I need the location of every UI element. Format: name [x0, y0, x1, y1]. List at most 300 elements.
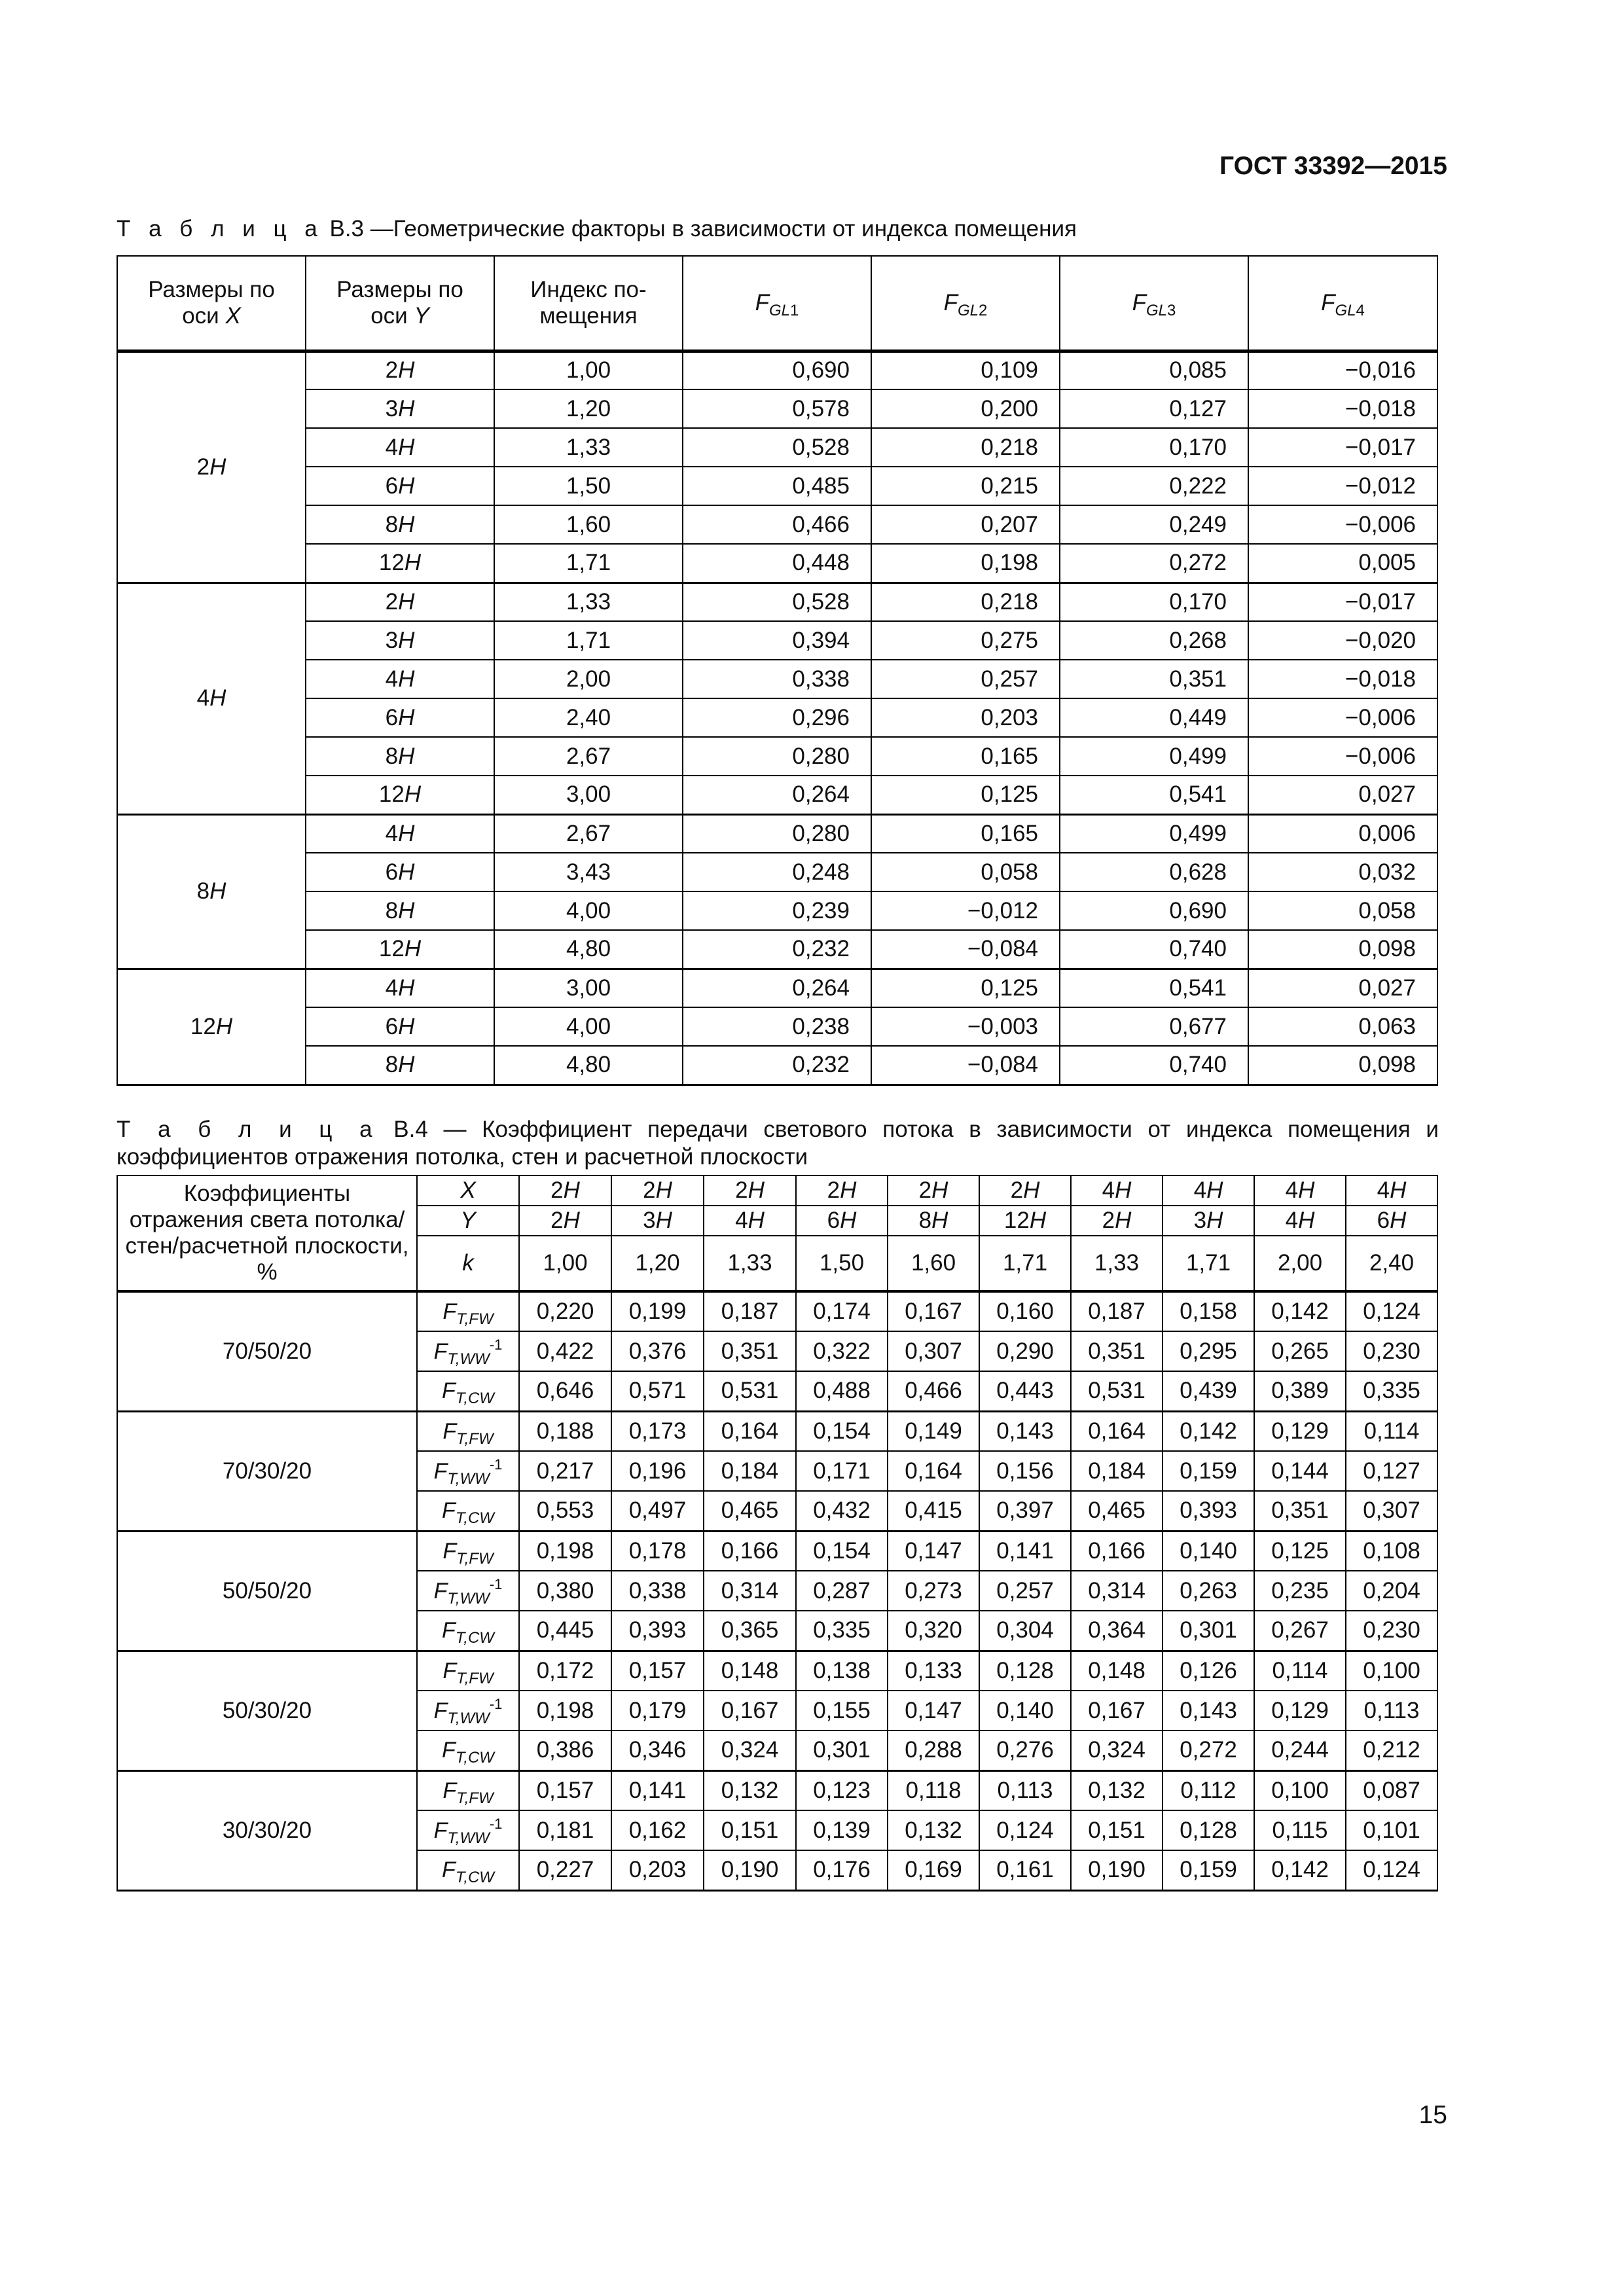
value-cell: 0,415: [888, 1491, 979, 1531]
value-cell: 0,140: [1163, 1531, 1254, 1571]
corner-header: Коэффициенты отражения света потолка/стен/расчетной плоскости, %: [117, 1175, 417, 1291]
value-cell: 0,164: [704, 1411, 796, 1451]
value-cell: 0,133: [888, 1651, 979, 1691]
value-cell: 0,176: [796, 1850, 888, 1890]
value-cell: 0,141: [611, 1770, 704, 1810]
caption-label: Т а б л и ц а: [117, 216, 323, 242]
value-cell: 0,144: [1254, 1451, 1346, 1491]
room-index-cell: 2,40: [494, 698, 683, 737]
fgl4-cell: −0,017: [1248, 428, 1437, 467]
value-cell: 0,164: [1071, 1411, 1163, 1451]
value-cell: 0,290: [979, 1331, 1071, 1371]
value-cell: 0,142: [1254, 1850, 1346, 1890]
value-cell: 0,439: [1163, 1371, 1254, 1411]
value-cell: 0,301: [1163, 1611, 1254, 1651]
size-y-cell: 2H: [306, 351, 494, 389]
fgl4-cell: 0,098: [1248, 1046, 1437, 1085]
value-cell: 0,113: [1346, 1691, 1437, 1731]
fgl3-cell: 0,127: [1060, 389, 1248, 428]
y-value: 2H: [519, 1206, 611, 1236]
value-cell: 0,244: [1254, 1731, 1346, 1770]
fgl1-cell: 0,578: [683, 389, 871, 428]
value-cell: 0,143: [979, 1411, 1071, 1451]
value-cell: 0,376: [611, 1331, 704, 1371]
value-cell: 0,393: [1163, 1491, 1254, 1531]
value-cell: 0,397: [979, 1491, 1071, 1531]
value-cell: 0,123: [796, 1770, 888, 1810]
value-cell: 0,143: [1163, 1691, 1254, 1731]
value-cell: 0,335: [1346, 1371, 1437, 1411]
col-header-size-y: Размеры по оси Y: [306, 256, 494, 351]
k-value: 1,20: [611, 1236, 704, 1291]
fgl2-cell: 0,257: [871, 660, 1060, 698]
value-cell: 0,157: [519, 1770, 611, 1810]
value-cell: 0,157: [611, 1651, 704, 1691]
value-cell: 0,187: [1071, 1291, 1163, 1331]
value-cell: 0,422: [519, 1331, 611, 1371]
col-header-fgl4: $F_{GL4}$: [1248, 256, 1437, 351]
size-y-cell: 2H: [306, 583, 494, 621]
fgl4-cell: 0,005: [1248, 544, 1437, 583]
value-cell: 0,147: [888, 1531, 979, 1571]
value-cell: 0,287: [796, 1571, 888, 1611]
room-index-cell: 1,60: [494, 505, 683, 544]
value-cell: 0,320: [888, 1611, 979, 1651]
value-cell: 0,304: [979, 1611, 1071, 1651]
value-cell: 0,338: [611, 1571, 704, 1611]
fgl4-cell: −0,016: [1248, 351, 1437, 389]
table-b4-caption: [117, 1116, 1439, 1171]
size-y-cell: 8H: [306, 505, 494, 544]
fgl1-cell: 0,394: [683, 621, 871, 660]
value-cell: 0,174: [796, 1291, 888, 1331]
size-y-cell: 6H: [306, 698, 494, 737]
fgl3-cell: 0,740: [1060, 1046, 1248, 1085]
fgl2-cell: 0,165: [871, 814, 1060, 853]
room-index-cell: 2,00: [494, 660, 683, 698]
fgl2-cell: 0,215: [871, 467, 1060, 505]
fgl2-cell: 0,218: [871, 428, 1060, 467]
room-index-cell: 4,80: [494, 930, 683, 969]
value-cell: 0,114: [1346, 1411, 1437, 1451]
fgl4-cell: −0,018: [1248, 389, 1437, 428]
fgl4-cell: −0,018: [1248, 660, 1437, 698]
fgl2-cell: −0,084: [871, 1046, 1060, 1085]
table-row: [117, 1651, 1437, 1691]
value-cell: 0,351: [704, 1331, 796, 1371]
k-value: 1,33: [704, 1236, 796, 1291]
room-index-cell: 4,80: [494, 1046, 683, 1085]
fgl2-cell: 0,203: [871, 698, 1060, 737]
value-cell: 0,112: [1163, 1770, 1254, 1810]
value-cell: 0,181: [519, 1810, 611, 1850]
value-cell: 0,351: [1254, 1491, 1346, 1531]
value-cell: 0,314: [1071, 1571, 1163, 1611]
value-cell: 0,465: [1071, 1491, 1163, 1531]
reflectance-group: 50/30/20: [117, 1651, 417, 1770]
document-id: ГОСТ 33392—2015: [1219, 152, 1447, 180]
col-header-fgl2: $F_{GL2}$: [871, 256, 1060, 351]
table-row: [117, 621, 1437, 660]
value-cell: 0,393: [611, 1611, 704, 1651]
value-cell: 0,466: [888, 1371, 979, 1411]
value-cell: 0,465: [704, 1491, 796, 1531]
value-cell: 0,154: [796, 1411, 888, 1451]
caption-text: В.3 —Геометрические факторы в зависимости от индекса помещения: [329, 216, 1077, 242]
value-cell: 0,187: [704, 1291, 796, 1331]
k-value: 1,00: [519, 1236, 611, 1291]
fgl4-cell: −0,012: [1248, 467, 1437, 505]
col-header-fgl3: $F_{GL3}$: [1060, 256, 1248, 351]
value-cell: 0,497: [611, 1491, 704, 1531]
value-cell: 0,148: [704, 1651, 796, 1691]
fgl4-cell: −0,020: [1248, 621, 1437, 660]
value-cell: 0,129: [1254, 1411, 1346, 1451]
value-cell: 0,115: [1254, 1810, 1346, 1850]
value-cell: 0,445: [519, 1611, 611, 1651]
fgl3-cell: 0,268: [1060, 621, 1248, 660]
fgl3-cell: 0,740: [1060, 930, 1248, 969]
fgl3-cell: 0,690: [1060, 891, 1248, 930]
row-symbol: $F_{T,WW}^{-1}$: [417, 1571, 519, 1611]
size-y-cell: 8H: [306, 1046, 494, 1085]
value-cell: 0,272: [1163, 1731, 1254, 1770]
row-symbol: $F_{T,WW}^{-1}$: [417, 1691, 519, 1731]
fgl2-cell: 0,198: [871, 544, 1060, 583]
fgl2-cell: −0,012: [871, 891, 1060, 930]
value-cell: 0,301: [796, 1731, 888, 1770]
x-value: 2H: [704, 1175, 796, 1206]
table-row: [117, 930, 1437, 969]
value-cell: 0,124: [1346, 1850, 1437, 1890]
y-label: Y: [417, 1206, 519, 1236]
value-cell: 0,148: [1071, 1651, 1163, 1691]
row-symbol: $F_{T,WW}^{-1}$: [417, 1451, 519, 1491]
table-row: [117, 891, 1437, 930]
value-cell: 0,140: [979, 1691, 1071, 1731]
caption-text: В.4 — Коэффициент передачи светового потока в зависимости от индекса помещения и коэффициентов отражения потолка, стен и расчетной плоскости: [117, 1117, 1439, 1170]
k-value: 1,71: [1163, 1236, 1254, 1291]
group-x-size: 12H: [117, 969, 306, 1085]
fgl4-cell: 0,032: [1248, 853, 1437, 891]
table-row: [117, 737, 1437, 776]
value-cell: 0,159: [1163, 1850, 1254, 1890]
fgl3-cell: 0,249: [1060, 505, 1248, 544]
value-cell: 0,196: [611, 1451, 704, 1491]
room-index-cell: 1,50: [494, 467, 683, 505]
value-cell: 0,151: [1071, 1810, 1163, 1850]
table-row: [117, 351, 1437, 389]
value-cell: 0,386: [519, 1731, 611, 1770]
value-cell: 0,324: [1071, 1731, 1163, 1770]
fgl2-cell: −0,003: [871, 1007, 1060, 1046]
room-index-cell: 3,00: [494, 969, 683, 1007]
value-cell: 0,432: [796, 1491, 888, 1531]
size-y-cell: 4H: [306, 969, 494, 1007]
value-cell: 0,142: [1254, 1291, 1346, 1331]
y-value: 3H: [1163, 1206, 1254, 1236]
k-label: k: [417, 1236, 519, 1291]
value-cell: 0,159: [1163, 1451, 1254, 1491]
fgl3-cell: 0,541: [1060, 776, 1248, 814]
fgl3-cell: 0,677: [1060, 1007, 1248, 1046]
value-cell: 0,531: [1071, 1371, 1163, 1411]
value-cell: 0,147: [888, 1691, 979, 1731]
value-cell: 0,166: [1071, 1531, 1163, 1571]
table-b4: [117, 1175, 1438, 1892]
row-symbol: $F_{T,CW}$: [417, 1371, 519, 1411]
fgl2-cell: 0,275: [871, 621, 1060, 660]
value-cell: 0,646: [519, 1371, 611, 1411]
value-cell: 0,443: [979, 1371, 1071, 1411]
value-cell: 0,167: [888, 1291, 979, 1331]
fgl3-cell: 0,272: [1060, 544, 1248, 583]
fgl2-cell: 0,058: [871, 853, 1060, 891]
group-x-size: 8H: [117, 814, 306, 969]
row-symbol: $F_{T,FW}$: [417, 1411, 519, 1451]
x-value: 4H: [1254, 1175, 1346, 1206]
fgl4-cell: −0,006: [1248, 505, 1437, 544]
fgl1-cell: 0,238: [683, 1007, 871, 1046]
row-symbol: $F_{T,CW}$: [417, 1850, 519, 1890]
fgl2-cell: 0,109: [871, 351, 1060, 389]
y-value: 6H: [1346, 1206, 1437, 1236]
fgl1-cell: 0,280: [683, 737, 871, 776]
value-cell: 0,158: [1163, 1291, 1254, 1331]
value-cell: 0,324: [704, 1731, 796, 1770]
value-cell: 0,188: [519, 1411, 611, 1451]
fgl3-cell: 0,170: [1060, 583, 1248, 621]
room-index-cell: 1,33: [494, 428, 683, 467]
value-cell: 0,138: [796, 1651, 888, 1691]
value-cell: 0,295: [1163, 1331, 1254, 1371]
size-y-cell: 4H: [306, 814, 494, 853]
value-cell: 0,364: [1071, 1611, 1163, 1651]
value-cell: 0,127: [1346, 1451, 1437, 1491]
fgl1-cell: 0,448: [683, 544, 871, 583]
room-index-cell: 3,43: [494, 853, 683, 891]
x-value: 4H: [1071, 1175, 1163, 1206]
value-cell: 0,198: [519, 1691, 611, 1731]
value-cell: 0,267: [1254, 1611, 1346, 1651]
room-index-cell: 3,00: [494, 776, 683, 814]
row-symbol: $F_{T,CW}$: [417, 1731, 519, 1770]
value-cell: 0,288: [888, 1731, 979, 1770]
y-value: 3H: [611, 1206, 704, 1236]
value-cell: 0,142: [1163, 1411, 1254, 1451]
value-cell: 0,198: [519, 1531, 611, 1571]
value-cell: 0,162: [611, 1810, 704, 1850]
fgl4-cell: 0,098: [1248, 930, 1437, 969]
room-index-cell: 2,67: [494, 814, 683, 853]
fgl4-cell: 0,006: [1248, 814, 1437, 853]
table-row: [117, 1291, 1437, 1331]
col-header-fgl1: $F_{GL1}$: [683, 256, 871, 351]
fgl2-cell: 0,218: [871, 583, 1060, 621]
group-x-size: 2H: [117, 351, 306, 583]
fgl2-cell: 0,207: [871, 505, 1060, 544]
value-cell: 0,169: [888, 1850, 979, 1890]
row-symbol: $F_{T,FW}$: [417, 1651, 519, 1691]
value-cell: 0,167: [704, 1691, 796, 1731]
size-y-cell: 12H: [306, 544, 494, 583]
table-row: [117, 969, 1437, 1007]
fgl3-cell: 0,222: [1060, 467, 1248, 505]
value-cell: 0,553: [519, 1491, 611, 1531]
value-cell: 0,161: [979, 1850, 1071, 1890]
value-cell: 0,230: [1346, 1331, 1437, 1371]
k-value: 2,00: [1254, 1236, 1346, 1291]
value-cell: 0,263: [1163, 1571, 1254, 1611]
size-y-cell: 12H: [306, 776, 494, 814]
value-cell: 0,178: [611, 1531, 704, 1571]
k-value: 1,60: [888, 1236, 979, 1291]
table-row: [117, 660, 1437, 698]
table-row: [117, 544, 1437, 583]
value-cell: 0,132: [704, 1770, 796, 1810]
room-index-cell: 1,71: [494, 621, 683, 660]
fgl1-cell: 0,232: [683, 1046, 871, 1085]
value-cell: 0,171: [796, 1451, 888, 1491]
value-cell: 0,273: [888, 1571, 979, 1611]
page-number: 15: [1418, 2101, 1447, 2129]
row-symbol: $F_{T,CW}$: [417, 1611, 519, 1651]
fgl1-cell: 0,264: [683, 776, 871, 814]
fgl4-cell: −0,017: [1248, 583, 1437, 621]
value-cell: 0,199: [611, 1291, 704, 1331]
size-y-cell: 6H: [306, 467, 494, 505]
value-cell: 0,220: [519, 1291, 611, 1331]
y-value: 12H: [979, 1206, 1071, 1236]
value-cell: 0,227: [519, 1850, 611, 1890]
table-row: [117, 1046, 1437, 1085]
value-cell: 0,203: [611, 1850, 704, 1890]
value-cell: 0,172: [519, 1651, 611, 1691]
fgl3-cell: 0,541: [1060, 969, 1248, 1007]
value-cell: 0,265: [1254, 1331, 1346, 1371]
value-cell: 0,141: [979, 1531, 1071, 1571]
value-cell: 0,179: [611, 1691, 704, 1731]
room-index-cell: 1,71: [494, 544, 683, 583]
value-cell: 0,351: [1071, 1331, 1163, 1371]
room-index-cell: 1,20: [494, 389, 683, 428]
table-row: [117, 1531, 1437, 1571]
row-symbol: $F_{T,WW}^{-1}$: [417, 1331, 519, 1371]
fgl2-cell: 0,125: [871, 776, 1060, 814]
value-cell: 0,101: [1346, 1810, 1437, 1850]
fgl1-cell: 0,528: [683, 583, 871, 621]
row-symbol: $F_{T,FW}$: [417, 1291, 519, 1331]
value-cell: 0,108: [1346, 1531, 1437, 1571]
table-row: [117, 583, 1437, 621]
value-cell: 0,151: [704, 1810, 796, 1850]
fgl1-cell: 0,485: [683, 467, 871, 505]
size-y-cell: 8H: [306, 891, 494, 930]
table-row: [117, 814, 1437, 853]
room-index-cell: 4,00: [494, 1007, 683, 1046]
value-cell: 0,365: [704, 1611, 796, 1651]
value-cell: 0,132: [1071, 1770, 1163, 1810]
value-cell: 0,154: [796, 1531, 888, 1571]
fgl2-cell: −0,084: [871, 930, 1060, 969]
y-value: 8H: [888, 1206, 979, 1236]
value-cell: 0,307: [888, 1331, 979, 1371]
value-cell: 0,118: [888, 1770, 979, 1810]
value-cell: 0,160: [979, 1291, 1071, 1331]
reflectance-group: 70/50/20: [117, 1291, 417, 1411]
value-cell: 0,087: [1346, 1770, 1437, 1810]
value-cell: 0,166: [704, 1531, 796, 1571]
value-cell: 0,128: [979, 1651, 1071, 1691]
fgl4-cell: −0,006: [1248, 737, 1437, 776]
value-cell: 0,212: [1346, 1731, 1437, 1770]
x-value: 4H: [1346, 1175, 1437, 1206]
row-symbol: $F_{T,FW}$: [417, 1531, 519, 1571]
group-x-size: 4H: [117, 583, 306, 814]
value-cell: 0,257: [979, 1571, 1071, 1611]
x-value: 4H: [1163, 1175, 1254, 1206]
col-header-room-index: Индекс по- мещения: [494, 256, 683, 351]
table-row: [117, 505, 1437, 544]
fgl1-cell: 0,280: [683, 814, 871, 853]
value-cell: 0,314: [704, 1571, 796, 1611]
value-cell: 0,132: [888, 1810, 979, 1850]
table-b3: [117, 255, 1438, 1086]
fgl1-cell: 0,690: [683, 351, 871, 389]
fgl4-cell: 0,027: [1248, 969, 1437, 1007]
value-cell: 0,571: [611, 1371, 704, 1411]
row-symbol: $F_{T,FW}$: [417, 1770, 519, 1810]
size-y-cell: 6H: [306, 1007, 494, 1046]
value-cell: 0,204: [1346, 1571, 1437, 1611]
value-cell: 0,128: [1163, 1810, 1254, 1850]
reflectance-group: 50/50/20: [117, 1531, 417, 1651]
fgl3-cell: 0,499: [1060, 814, 1248, 853]
fgl3-cell: 0,170: [1060, 428, 1248, 467]
room-index-cell: 4,00: [494, 891, 683, 930]
value-cell: 0,164: [888, 1451, 979, 1491]
value-cell: 0,276: [979, 1731, 1071, 1770]
table-row: [117, 1007, 1437, 1046]
value-cell: 0,129: [1254, 1691, 1346, 1731]
value-cell: 0,100: [1346, 1651, 1437, 1691]
room-index-cell: 1,33: [494, 583, 683, 621]
x-value: 2H: [519, 1175, 611, 1206]
size-y-cell: 6H: [306, 853, 494, 891]
x-value: 2H: [979, 1175, 1071, 1206]
fgl1-cell: 0,338: [683, 660, 871, 698]
value-cell: 0,167: [1071, 1691, 1163, 1731]
value-cell: 0,114: [1254, 1651, 1346, 1691]
value-cell: 0,124: [979, 1810, 1071, 1850]
value-cell: 0,155: [796, 1691, 888, 1731]
x-label: X: [417, 1175, 519, 1206]
table-row: [117, 428, 1437, 467]
fgl1-cell: 0,296: [683, 698, 871, 737]
value-cell: 0,184: [704, 1451, 796, 1491]
value-cell: 0,126: [1163, 1651, 1254, 1691]
x-value: 2H: [796, 1175, 888, 1206]
fgl1-cell: 0,466: [683, 505, 871, 544]
value-cell: 0,124: [1346, 1291, 1437, 1331]
fgl3-cell: 0,628: [1060, 853, 1248, 891]
k-value: 1,50: [796, 1236, 888, 1291]
table-row: [117, 389, 1437, 428]
table-row: [117, 1770, 1437, 1810]
reflectance-group: 70/30/20: [117, 1411, 417, 1531]
fgl2-cell: 0,200: [871, 389, 1060, 428]
size-y-cell: 8H: [306, 737, 494, 776]
